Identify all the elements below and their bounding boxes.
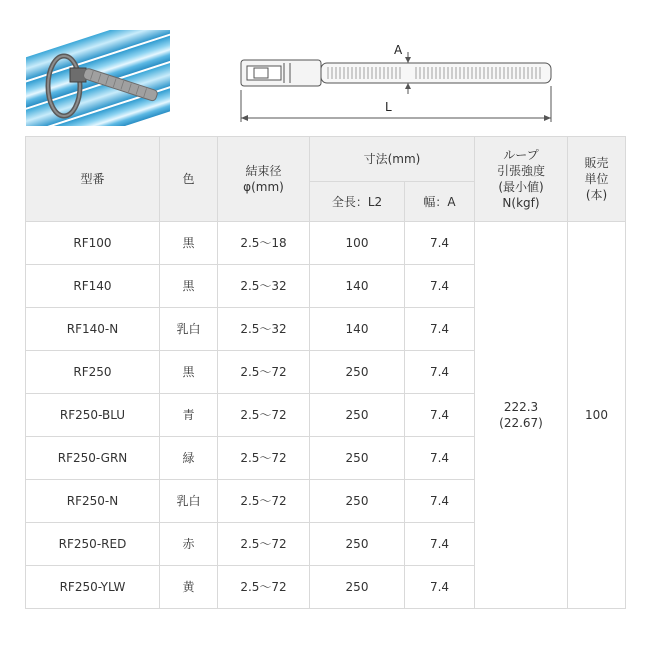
cell-diameter: 2.5～72 [218, 394, 310, 437]
cell-diameter: 2.5～72 [218, 480, 310, 523]
header-loop-strength-line: (最小値) [498, 180, 544, 194]
header-sales-unit-line: 販売 [584, 156, 609, 170]
length-label: L [385, 100, 392, 114]
header-sales-unit-line: 単位 [584, 172, 609, 186]
cell-color: 黒 [160, 351, 218, 394]
cell-width: 7.4 [405, 480, 475, 523]
header-loop-strength-line: N(kgf) [502, 196, 540, 210]
cell-sales-unit: 100 [568, 222, 626, 609]
header-color: 色 [160, 137, 218, 222]
cell-diameter: 2.5～72 [218, 566, 310, 609]
cell-length: 100 [310, 222, 405, 265]
header-loop-strength-line: ループ [503, 148, 539, 162]
cell-diameter: 2.5～32 [218, 265, 310, 308]
cell-diameter: 2.5～72 [218, 437, 310, 480]
table-row [26, 222, 626, 265]
cell-model: RF250-YLW [26, 566, 160, 609]
cell-length: 250 [310, 351, 405, 394]
header-width: 幅：A [405, 182, 475, 222]
spec-table [25, 136, 626, 609]
cable-tie-dimension-drawing [228, 30, 558, 130]
cell-model: RF250 [26, 351, 160, 394]
cell-diameter: 2.5～32 [218, 308, 310, 351]
header-total-length: 全長：L2 [310, 182, 405, 222]
cell-diameter: 2.5～18 [218, 222, 310, 265]
cell-color: 緑 [160, 437, 218, 480]
cell-width: 7.4 [405, 222, 475, 265]
cell-length: 250 [310, 394, 405, 437]
header-diameter-line: 結束径 [245, 164, 282, 178]
cell-model: RF100 [26, 222, 160, 265]
cell-model: RF140-N [26, 308, 160, 351]
cell-color: 乳白 [160, 308, 218, 351]
cell-diameter: 2.5～72 [218, 523, 310, 566]
loop-strength-kgf: (22.67) [499, 416, 543, 430]
cell-loop-strength [475, 222, 568, 609]
header-sales-unit-line: (本) [585, 188, 608, 202]
cell-length: 250 [310, 566, 405, 609]
cell-length: 250 [310, 523, 405, 566]
cell-model: RF140 [26, 265, 160, 308]
cell-length: 140 [310, 308, 405, 351]
cell-width: 7.4 [405, 351, 475, 394]
cell-width: 7.4 [405, 308, 475, 351]
header-sales-unit [568, 137, 626, 222]
cell-width: 7.4 [405, 566, 475, 609]
loop-strength-n: 222.3 [503, 400, 539, 414]
header-diameter-line: φ(mm) [243, 180, 284, 194]
cell-color: 黄 [160, 566, 218, 609]
cell-width: 7.4 [405, 394, 475, 437]
cell-length: 250 [310, 437, 405, 480]
cell-width: 7.4 [405, 265, 475, 308]
cell-color: 青 [160, 394, 218, 437]
cell-model: RF250-RED [26, 523, 160, 566]
cell-color: 乳白 [160, 480, 218, 523]
cable-tie-on-blue-pipes-photo [26, 30, 170, 126]
cell-length: 140 [310, 265, 405, 308]
header-loop-strength [475, 137, 568, 222]
cell-color: 黒 [160, 222, 218, 265]
cell-model: RF250-N [26, 480, 160, 523]
cell-diameter: 2.5～72 [218, 351, 310, 394]
cell-length: 250 [310, 480, 405, 523]
cell-color: 黒 [160, 265, 218, 308]
cell-color: 赤 [160, 523, 218, 566]
header-diameter [218, 137, 310, 222]
header-loop-strength-line: 引張強度 [496, 164, 545, 178]
width-label: A [394, 43, 403, 57]
cell-model: RF250-BLU [26, 394, 160, 437]
cell-width: 7.4 [405, 523, 475, 566]
cell-model: RF250-GRN [26, 437, 160, 480]
header-dimensions: 寸法(mm) [310, 137, 475, 182]
header-model: 型番 [26, 137, 160, 222]
cell-width: 7.4 [405, 437, 475, 480]
